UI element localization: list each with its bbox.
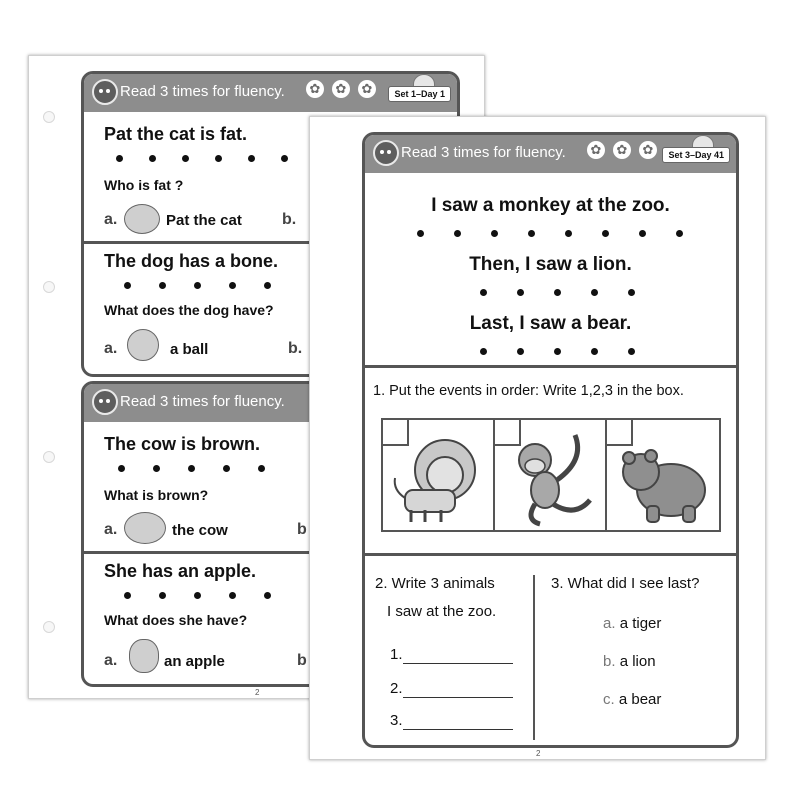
cat-icon xyxy=(124,204,160,234)
option-letter[interactable]: a. xyxy=(104,521,118,538)
option-letter: b. xyxy=(603,653,616,670)
sentence: She has an apple. xyxy=(104,561,257,581)
task-instruction: 2. Write 3 animals xyxy=(375,575,495,592)
reading-dots xyxy=(124,282,271,289)
star-icon[interactable]: ✿ xyxy=(613,141,631,159)
question: Who is fat ? xyxy=(104,177,184,193)
write-number: 2. xyxy=(390,680,403,697)
option-letter: c. xyxy=(603,691,615,708)
reading-dots xyxy=(124,592,271,599)
divider xyxy=(365,553,736,556)
column-divider xyxy=(533,575,535,740)
option-letter[interactable]: b. xyxy=(288,340,303,357)
option-letter[interactable]: a. xyxy=(104,652,118,669)
star-icon[interactable]: ✿ xyxy=(332,80,350,98)
comprehension-card xyxy=(362,132,739,748)
story-line: Then, I saw a lion. xyxy=(469,254,632,275)
page-number: 2 xyxy=(255,688,260,697)
task-instruction: 1. Put the events in order: Write 1,2,3 in the box. xyxy=(373,383,684,399)
mascot-icon xyxy=(92,389,118,415)
reading-dots xyxy=(118,465,265,472)
bear-picture xyxy=(605,418,721,532)
option-letter: a. xyxy=(603,615,616,632)
task-instruction: I saw at the zoo. xyxy=(387,603,497,620)
apple-icon xyxy=(129,639,159,673)
answer-box[interactable] xyxy=(495,420,521,446)
answer-box[interactable] xyxy=(383,420,409,446)
binder-hole xyxy=(43,451,55,463)
page-number: 2 xyxy=(536,749,541,758)
mascot-icon xyxy=(92,79,118,105)
star-rating xyxy=(306,80,376,98)
mascot-icon xyxy=(373,140,399,166)
option-letter[interactable]: b xyxy=(297,652,307,669)
worksheet-front-page xyxy=(309,116,766,760)
answer-option-b[interactable] xyxy=(603,653,656,670)
monkey-picture xyxy=(493,418,607,532)
story-line: I saw a monkey at the zoo. xyxy=(431,195,670,216)
write-number: 1. xyxy=(390,646,403,663)
star-rating xyxy=(587,141,657,159)
set-day-badge: Set 3–Day 41 xyxy=(662,147,730,163)
star-icon[interactable]: ✿ xyxy=(306,80,324,98)
option-letter[interactable]: b xyxy=(297,521,307,538)
reading-dots xyxy=(480,289,635,296)
fluency-instruction: Read 3 times for fluency. xyxy=(120,393,285,410)
cow-icon xyxy=(124,512,166,544)
option-letter[interactable]: a. xyxy=(104,211,118,228)
answer-text[interactable]: an apple xyxy=(164,653,225,670)
card-header xyxy=(365,135,736,173)
option-letter[interactable]: b. xyxy=(282,211,297,228)
binder-hole xyxy=(43,281,55,293)
sentence: The cow is brown. xyxy=(104,434,261,454)
answer-text[interactable]: the cow xyxy=(172,522,228,539)
option-text: a lion xyxy=(619,653,656,670)
answer-box[interactable] xyxy=(607,420,633,446)
option-text: a bear xyxy=(618,691,662,708)
fluency-instruction: Read 3 times for fluency. xyxy=(120,83,285,100)
lion-picture xyxy=(381,418,495,532)
question: What does she have? xyxy=(104,612,248,628)
binder-hole xyxy=(43,621,55,633)
binder-hole xyxy=(43,111,55,123)
reading-dots xyxy=(417,230,683,237)
option-letter[interactable]: a. xyxy=(104,340,118,357)
write-line-3[interactable] xyxy=(403,729,513,730)
write-line-2[interactable] xyxy=(403,697,513,698)
answer-text[interactable]: Pat the cat xyxy=(166,212,242,229)
sentence: Pat the cat is fat. xyxy=(104,124,248,144)
option-text: a tiger xyxy=(619,615,662,632)
star-icon[interactable]: ✿ xyxy=(358,80,376,98)
ball-icon xyxy=(127,329,159,361)
answer-option-a[interactable] xyxy=(603,615,661,632)
card-header xyxy=(84,74,457,112)
answer-option-c[interactable] xyxy=(603,691,661,708)
task-instruction: 3. What did I see last? xyxy=(551,575,700,592)
question: What does the dog have? xyxy=(104,302,274,318)
write-number: 3. xyxy=(390,712,403,729)
reading-dots xyxy=(480,348,635,355)
sentence: The dog has a bone. xyxy=(104,251,279,271)
question: What is brown? xyxy=(104,487,209,503)
star-icon[interactable]: ✿ xyxy=(587,141,605,159)
reading-dots xyxy=(116,155,288,162)
fluency-instruction: Read 3 times for fluency. xyxy=(401,144,566,161)
star-icon[interactable]: ✿ xyxy=(639,141,657,159)
set-day-badge: Set 1–Day 1 xyxy=(388,86,451,102)
write-line-1[interactable] xyxy=(403,663,513,664)
divider xyxy=(365,365,736,368)
story-line: Last, I saw a bear. xyxy=(469,313,632,334)
answer-text[interactable]: a ball xyxy=(170,341,209,358)
